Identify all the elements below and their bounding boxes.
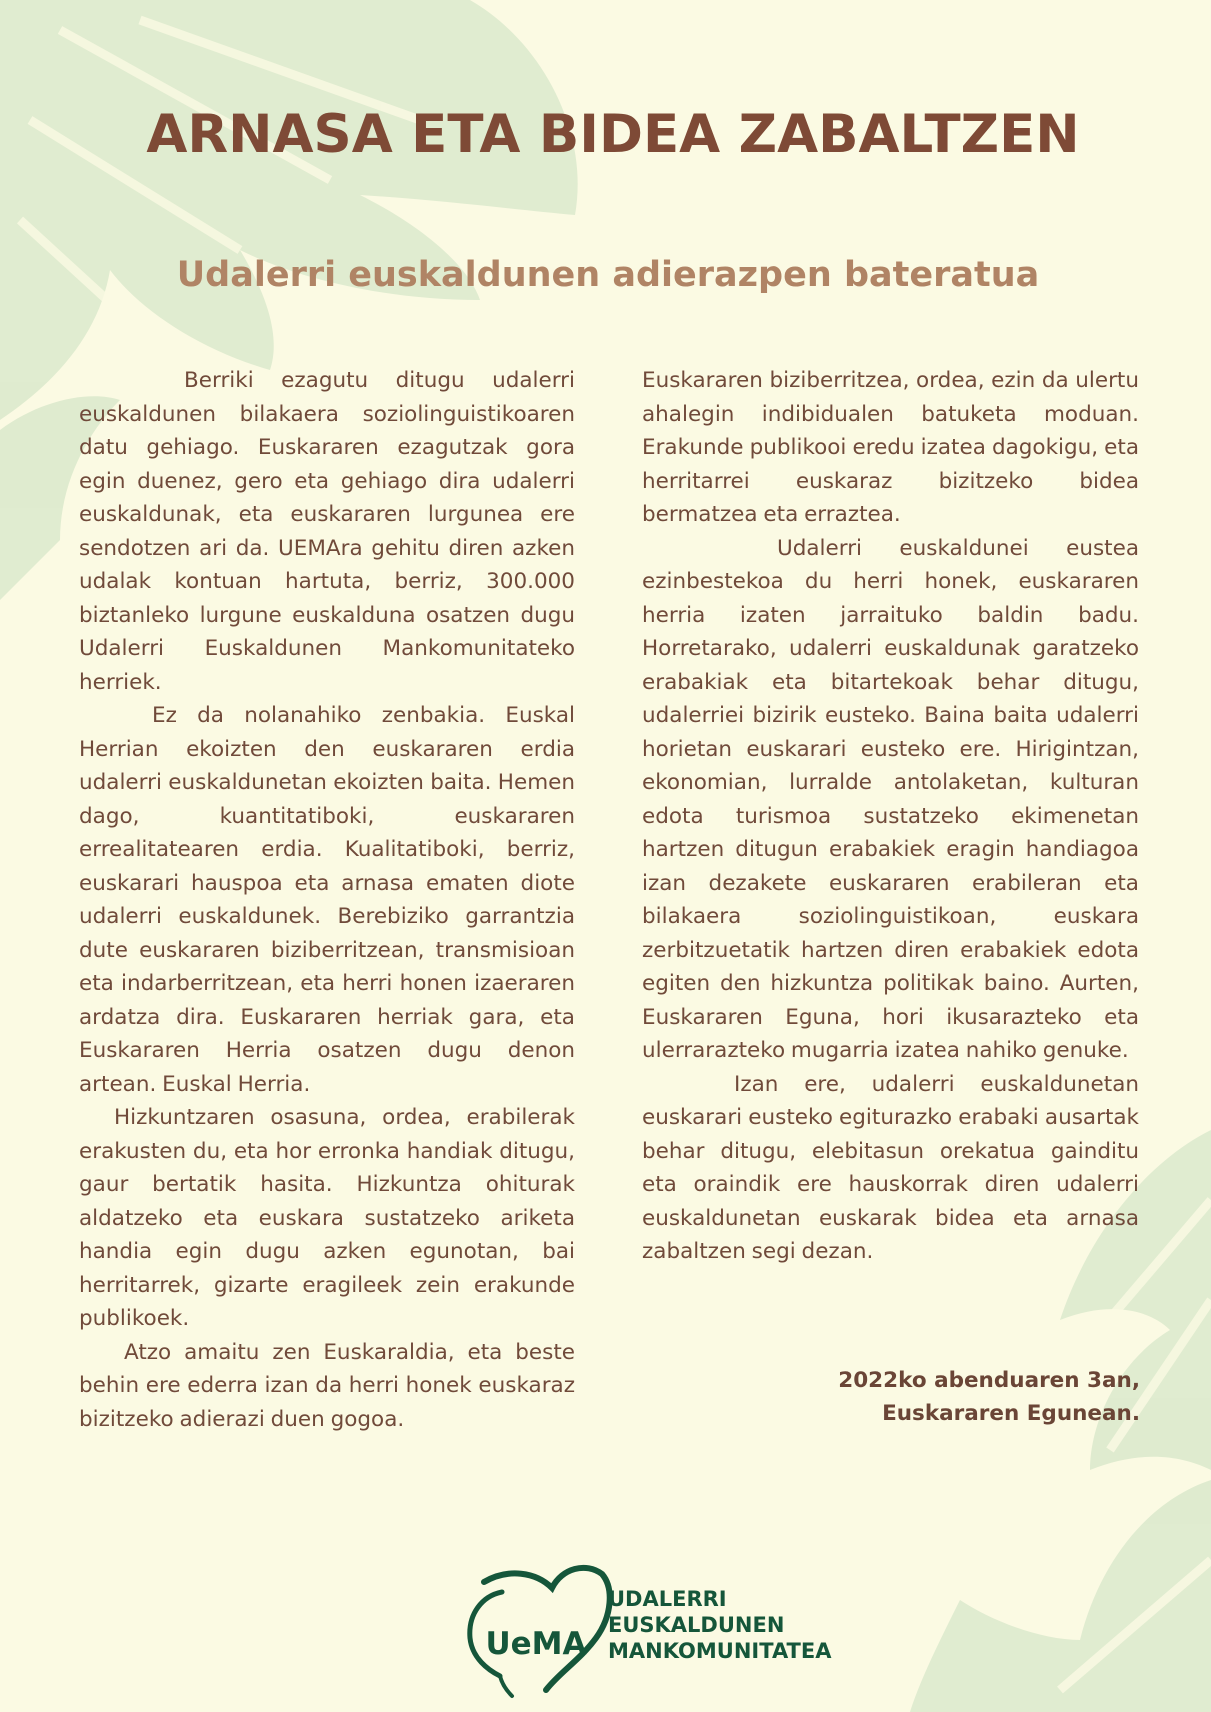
org-name-line-1: UDALERRI (608, 1587, 727, 1611)
org-name-line-3: MANKOMUNITATEA (608, 1639, 832, 1663)
paragraph: Udalerri euskaldunei eustea ezinbestekoa du herri honek, euskararen herria izaten jarraituko baldin badu. Horretarako, udalerri euskaldunak garatzeko erabakiak eta bitartekoak behar ditugu, udalerriei bizirik eusteko. Baina baita udalerri horietan euskarari eusteko ere. Hirigintzan, ekonomian, lurralde antolaketan, kulturan edota turismoa sustatzeko ekimenetan hartzen ditugun erabakiek eragin handiagoa izan dezakete euskararen erabileran eta bilakaera soziolinguistikoan, euskara zerbitzuetatik hartzen diren erabakiek edota egiten den hizkuntza politikak baino. Aurten, Euskararen Eguna, hori ikusarazteko eta ulerrarazteko mugarria izatea nahiko genuke. (642, 535, 1139, 1063)
paragraph: Euskararen biziberritzea, ordea, ezin da ulertu ahalegin indibidualen batuketa moduan. Erakunde publikooi eredu izatea dagokigu, eta herritarrei euskaraz bizitzeko bidea bermatzea eta erraztea. (642, 368, 1139, 527)
logo-mark-text: UeMA (485, 1626, 587, 1662)
page-subtitle: Udalerri euskaldunen adierazpen bateratua (176, 255, 1040, 295)
paragraph: Atzo amaitu zen Euskaraldia, eta beste behin ere ederra izan da herri honek euskaraz bizitzeko adierazi duen gogoa. (79, 1339, 575, 1432)
right-column (642, 364, 1139, 1269)
signature (838, 1364, 1140, 1430)
left-column (79, 364, 575, 1436)
paragraph: Berriki ezagutu ditugu udalerri euskaldunen bilakaera soziolinguistikoaren datu gehiago. Euskararen ezagutzak gora egin duenez, gero eta gehiago dira udalerri euskaldunak, eta euskararen lurgunea ere sendotzen ari da. UEMAra gehitu diren azken udalak kontuan hartuta, berriz, 300.000 biztanleko lurgune euskalduna osatzen dugu Udalerri Euskaldunen Mankomunitateko herriek. (79, 368, 575, 695)
signature-occasion: Euskararen Egunean. (882, 1401, 1140, 1426)
org-name-line-2: EUSKALDUNEN (608, 1613, 785, 1637)
paragraph: Ez da nolanahiko zenbakia. Euskal Herrian ekoizten den euskararen erdia udalerri euskaldunetan ekoizten baita. Hemen dago, kuantitatiboki, euskararen errealitatearen erdia. Kualitatiboki, berriz, euskarari hauspoa eta arnasa ematen diote udalerri euskaldunek. Berebiziko garrantzia dute euskararen biziberritzean, transmisioan eta indarberritzean, eta herri honen izaeraren ardatza dira. Euskararen herriak gara, eta Euskararen Herria osatzen dugu denon artean. Euskal Herria. (79, 703, 575, 1097)
organization-name (608, 1586, 831, 1664)
signature-date: 2022ko abenduaren 3an, (838, 1368, 1140, 1393)
paragraph: Hizkuntzaren osasuna, ordea, erabilerak erakusten du, eta hor erronka handiak ditugu, gaur bertatik hasita. Hizkuntza ohiturak aldatzeko eta euskara sustatzeko ariketa handia egin dugu azken egunotan, bai herritarrek, gizarte eragileek zein erakunde publikoek. (79, 1105, 575, 1331)
page-title: ARNASA ETA BIDEA ZABALTZEN (146, 104, 1080, 165)
paragraph: Izan ere, udalerri euskaldunetan euskarari eusteko egiturazko erabaki ausartak behar ditugu, elebitasun orekatua gainditu eta oraindik ere hauskorrak diren udalerri euskaldunetan euskarak bidea eta arnasa zabaltzen segi dezan. (642, 1071, 1139, 1264)
uema-heart-logo-icon (456, 1552, 616, 1702)
